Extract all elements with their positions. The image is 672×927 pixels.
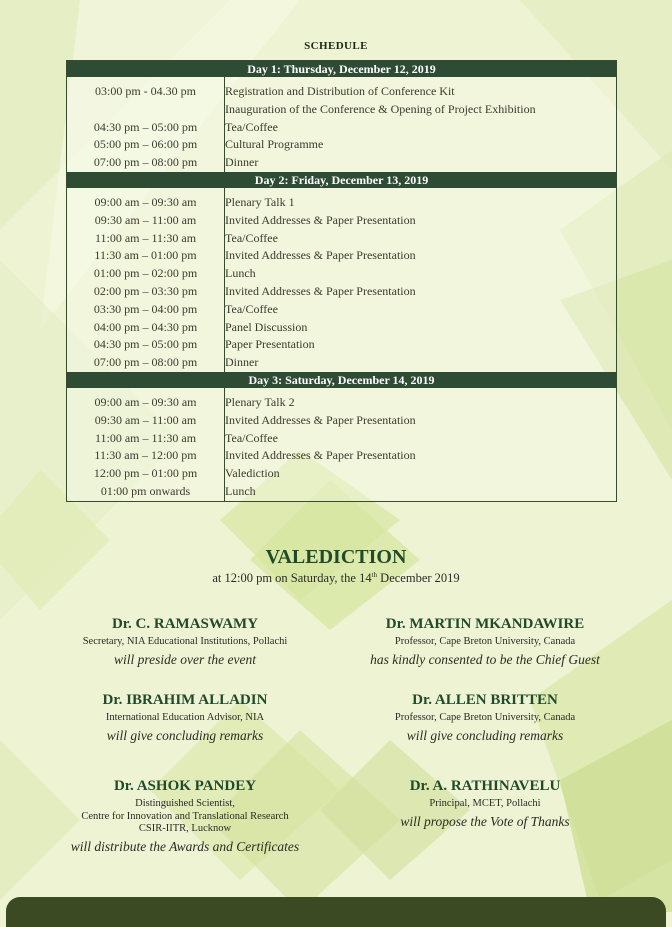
schedule-activity: Lunch <box>225 266 256 281</box>
schedule-activity: Tea/Coffee <box>225 301 278 316</box>
schedule-activity: Invited Addresses & Paper Presentation <box>225 212 416 227</box>
person-name: Dr. MARTIN MKANDAWIRE <box>385 616 585 632</box>
day-1-activities <box>225 77 617 172</box>
schedule-activity: Tea/Coffee <box>225 119 278 134</box>
valediction-subtitle-pre: at 12:00 pm on Saturday, the 14 <box>212 571 372 586</box>
person-card-alladin <box>40 691 330 745</box>
person-role: will preside over the event <box>114 651 256 667</box>
person-designation: Distinguished Scientist, <box>135 798 235 809</box>
person-card-pandey <box>40 777 330 856</box>
schedule-time: 09:00 am – 09:30 am <box>94 194 197 209</box>
person-name: Dr. IBRAHIM ALLADIN <box>102 692 268 708</box>
schedule-time: 09:00 am – 09:30 am <box>94 394 197 409</box>
schedule-activity: Plenary Talk 1 <box>225 194 295 209</box>
day-1-times <box>67 77 225 172</box>
schedule-activity: Invited Addresses & Paper Presentation <box>225 248 416 263</box>
valediction-subtitle-post: December 2019 <box>377 571 460 586</box>
schedule-activity: Inauguration of the Conference & Opening of Project Exhibition <box>225 101 536 116</box>
person-designation: CSIR-IITR, Lucknow <box>138 823 232 834</box>
schedule-time: 04:30 pm – 05:00 pm <box>93 337 198 352</box>
schedule-activity: Cultural Programme <box>225 137 324 152</box>
schedule-time: 01:00 pm onwards <box>100 483 191 498</box>
schedule-activity: Invited Addresses & Paper Presentation <box>225 448 416 463</box>
schedule-time: 07:00 pm – 08:00 pm <box>93 355 198 370</box>
person-role: has kindly consented to be the Chief Guest <box>370 651 600 667</box>
schedule-time <box>67 101 224 119</box>
schedule-activity: Registration and Distribution of Conference Kit <box>225 84 455 98</box>
person-designation: Professor, Cape Breton University, Canada <box>394 712 576 723</box>
day-2-body <box>67 188 617 372</box>
person-name: Dr. ASHOK PANDEY <box>113 778 257 794</box>
person-name: Dr. C. RAMASWAMY <box>111 616 259 632</box>
person-designation: Principal, MCET, Pollachi <box>429 798 541 809</box>
schedule-activity: Invited Addresses & Paper Presentation <box>225 283 416 298</box>
schedule-time: 09:30 am – 11:00 am <box>94 212 197 227</box>
day-heading: Day 2: Friday, December 13, 2019 <box>67 172 617 188</box>
day-heading: Day 3: Saturday, December 14, 2019 <box>67 372 617 388</box>
day-2-header <box>67 172 617 188</box>
schedule-title: SCHEDULE <box>304 40 368 52</box>
day-2-times <box>67 188 225 372</box>
schedule-activity: Invited Addresses & Paper Presentation <box>225 412 416 427</box>
valediction-subtitle <box>0 571 672 586</box>
schedule-time: 11:00 am – 11:30 am <box>94 230 197 245</box>
person-card-britten <box>340 691 630 745</box>
schedule-time: 04:30 pm – 05:00 pm <box>93 119 198 134</box>
schedule-time: 11:30 am – 12:00 pm <box>94 448 197 463</box>
valediction-title: VALEDICTION <box>265 546 407 568</box>
schedule-activity: Paper Presentation <box>225 337 315 352</box>
day-1-header <box>67 61 617 78</box>
person-designation: Centre for Innovation and Translational Research <box>81 810 289 822</box>
person-card-rathinavelu <box>340 777 630 831</box>
schedule-table <box>66 60 617 502</box>
day-1-body <box>67 77 617 172</box>
schedule-activity: Dinner <box>225 355 259 370</box>
person-role: will propose the Vote of Thanks <box>400 813 570 829</box>
person-role: will give concluding remarks <box>106 727 264 743</box>
person-card-ramaswamy <box>40 615 330 669</box>
schedule-time: 07:00 pm – 08:00 pm <box>93 155 198 170</box>
schedule-time: 03:30 pm – 04:00 pm <box>93 301 198 316</box>
person-name: Dr. ALLEN BRITTEN <box>412 692 558 708</box>
schedule-activity: Valediction <box>225 466 280 481</box>
schedule-activity: Tea/Coffee <box>225 230 278 245</box>
day-3-header <box>67 372 617 388</box>
person-designation: Secretary, NIA Educational Institutions, Pollachi <box>82 636 288 647</box>
person-role: will give concluding remarks <box>406 727 564 743</box>
schedule-activity: Lunch <box>225 483 256 498</box>
day-3-body <box>67 388 617 501</box>
day-heading: Day 1: Thursday, December 12, 2019 <box>67 61 617 78</box>
valediction-subtitle-sup: th <box>371 571 378 579</box>
schedule-activity: Tea/Coffee <box>225 430 278 445</box>
schedule-time: 12:00 pm – 01:00 pm <box>93 466 198 481</box>
schedule-activity: Plenary Talk 2 <box>225 394 295 409</box>
schedule-time: 05:00 pm – 06:00 pm <box>93 137 198 152</box>
person-designation: International Education Advisor, NIA <box>105 712 265 723</box>
schedule-time: 04:00 pm – 04:30 pm <box>93 319 198 334</box>
schedule-time: 11:00 am – 11:30 am <box>94 430 197 445</box>
schedule-time: 02:00 pm – 03:30 pm <box>93 283 198 298</box>
schedule-time: 01:00 pm – 02:00 pm <box>93 266 198 281</box>
day-2-activities <box>225 188 617 372</box>
schedule-time: 09:30 am – 11:00 am <box>94 412 197 427</box>
person-card-mkandawire <box>340 615 630 669</box>
day-3-times <box>67 388 225 501</box>
day-3-activities <box>225 388 617 501</box>
person-designation: Professor, Cape Breton University, Canada <box>394 636 576 647</box>
schedule-activity: Panel Discussion <box>225 319 308 334</box>
person-name: Dr. A. RATHINAVELU <box>409 778 561 794</box>
schedule-activity: Dinner <box>225 155 259 170</box>
schedule-time: 11:30 am – 01:00 pm <box>94 248 197 263</box>
footer-band <box>6 897 666 927</box>
schedule-time: 03:00 pm - 04.30 pm <box>95 84 196 98</box>
person-role: will distribute the Awards and Certificates <box>70 838 300 854</box>
